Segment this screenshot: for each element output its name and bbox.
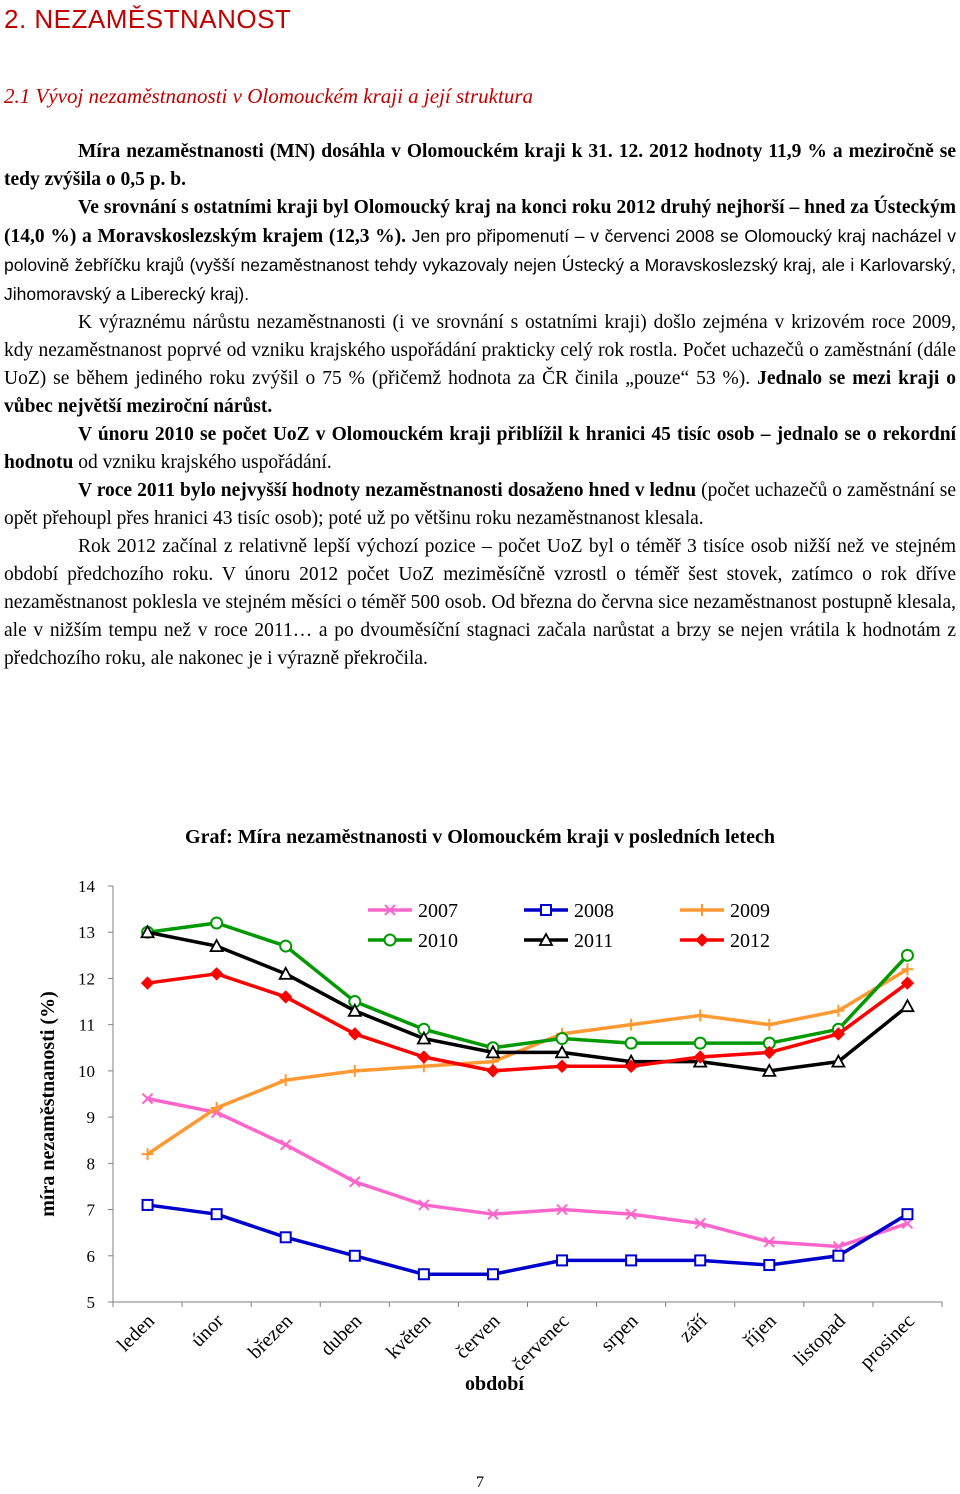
data-point-2010: [557, 1033, 568, 1044]
subsection-heading: 2.1 Vývoj nezaměstnanosti v Olomouckém kraji a její struktura: [4, 84, 533, 108]
x-tick-label: prosinec: [855, 1309, 919, 1374]
paragraph-1: [4, 138, 956, 194]
data-point-2008: [695, 1255, 705, 1265]
x-tick-label: květen: [382, 1309, 436, 1364]
y-tick-label: 5: [86, 1293, 95, 1312]
body-text: [4, 138, 956, 673]
x-tick-label: srpen: [596, 1309, 643, 1357]
paragraph-6: Rok 2012 začínal z relativně lepší výchozí pozice – počet UoZ byl o téměř 3 tisíce osob nižší než ve stejném období předchozího roku. V únoru 2012 počet UoZ meziměsíčně vzrostl o téměř šest stovek, zatímco o rok dříve nezaměstnanost poklesla ve stejném měsíci o téměř 500 osob. Od března do června sice nezaměstnanost postupně klesala, ale v nižším tempu než v roce 2011… a po dvouměsíční stagnaci začala narůstat a brzy se nejen vrátila k hodnotám z předchozího roku, ale nakonec je i výrazně překročila.: [4, 536, 956, 669]
y-tick-label: 9: [86, 1108, 95, 1128]
y-tick-label: 13: [78, 923, 95, 943]
legend-label-2011: 2011: [574, 930, 614, 952]
data-point-2012: [556, 1060, 568, 1072]
x-tick-label: červen: [451, 1309, 505, 1364]
y-tick-label: 8: [86, 1154, 95, 1174]
x-tick-label: září: [674, 1309, 712, 1347]
data-point-2008: [626, 1255, 636, 1265]
legend-label-2008: 2008: [574, 900, 614, 922]
data-point-2012: [487, 1065, 499, 1077]
data-point-2010: [902, 950, 913, 961]
paragraph-5: [4, 477, 956, 533]
data-point-2009: [763, 1019, 775, 1031]
data-point-2011: [901, 1000, 913, 1011]
data-point-2008: [488, 1269, 498, 1279]
paragraph-3: [4, 309, 956, 421]
y-tick-label: 6: [86, 1246, 95, 1266]
x-tick-label: duben: [316, 1309, 367, 1361]
data-point-2008: [350, 1251, 360, 1261]
data-point-2008: [902, 1209, 912, 1219]
paragraph-2-rest: Jen pro připomenutí – v červenci 2008 se Olomoucký kraj nacházel v polovině žebříčku krajů (vyšší nezaměstnanost tehdy vykazovaly nejen Ústecký a Moravskoslezský kraj, ale i Karlovarský, Jihomoravský a Liberecký kraj).: [4, 226, 957, 304]
x-tick-label: červenec: [507, 1309, 574, 1376]
legend-label-2010: 2010: [418, 930, 458, 952]
chart-title: Graf: Míra nezaměstnanosti v Olomouckém kraji v posledních letech: [185, 826, 775, 848]
data-point-2010: [211, 917, 222, 928]
data-point-2009: [349, 1065, 361, 1077]
data-point-2012: [211, 968, 223, 980]
legend-marker-2009: [696, 904, 708, 916]
y-tick-label: 14: [78, 877, 95, 896]
y-tick-label: 10: [78, 1061, 95, 1081]
y-tick-label: 7: [86, 1200, 95, 1220]
x-tick-label: listopad: [789, 1309, 850, 1371]
y-axis-title: míra nezaměstnanosti (%): [37, 991, 59, 1217]
data-point-2012: [763, 1046, 775, 1058]
x-tick-label: říjen: [739, 1309, 781, 1352]
series-line-2008: [148, 1205, 908, 1274]
data-point-2008: [143, 1200, 153, 1210]
series-line-2007: [148, 1099, 908, 1247]
x-tick-label: březen: [244, 1309, 298, 1364]
paragraph-1-bold: Míra nezaměstnanosti (MN) dosáhla v Olomouckém kraji k 31. 12. 2012 hodnoty 11,9 % a meziročně se tedy zvýšila o 0,5 p. b.: [4, 141, 956, 190]
data-point-2010: [280, 941, 291, 952]
data-point-2008: [419, 1269, 429, 1279]
page-number: 7: [476, 1474, 484, 1491]
legend-marker-2010: [385, 935, 396, 946]
data-point-2009: [280, 1074, 292, 1086]
paragraph-4-bold: V únoru 2010 se počet UoZ v Olomouckém kraji přiblížil k hranici 45 tisíc osob – jednalo se o rekordní hodnotu: [4, 424, 956, 473]
series-line-2011: [148, 932, 908, 1071]
line-chart: [0, 860, 960, 1400]
data-point-2008: [764, 1260, 774, 1270]
data-point-2009: [694, 1009, 706, 1021]
x-tick-label: únor: [186, 1309, 229, 1352]
series-line-2012: [148, 974, 908, 1071]
paragraph-3-bold: Jednalo se mezi kraji o vůbec největší meziroční nárůst.: [4, 368, 957, 417]
data-point-2012: [418, 1051, 430, 1063]
data-point-2008: [833, 1251, 843, 1261]
data-point-2010: [695, 1038, 706, 1049]
paragraph-4: [4, 421, 956, 477]
data-point-2008: [281, 1232, 291, 1242]
legend-marker-2012: [696, 934, 708, 946]
section-heading: 2. NEZAMĚSTNANOST: [4, 4, 292, 34]
data-point-2008: [212, 1209, 222, 1219]
paragraph-5-bold: V roce 2011 bylo nejvyšší hodnoty nezaměstnanosti dosaženo hned v lednu: [78, 480, 697, 501]
legend-label-2012: 2012: [730, 930, 770, 952]
data-point-2008: [557, 1255, 567, 1265]
x-tick-label: leden: [112, 1309, 160, 1357]
y-tick-label: 11: [78, 1015, 95, 1035]
legend-marker-2008: [541, 905, 551, 915]
paragraph-2: [4, 194, 956, 309]
paragraph-3-text: K výraznému nárůstu nezaměstnanosti (i ve srovnání s ostatními kraji) došlo zejména v krizovém roce 2009, kdy nezaměstnanost poprvé od vzniku krajského uspořádání prakticky celý rok rostla. Počet uchazečů o zaměstnání (dále UoZ) se během jediného roku zvýšil o 75 % (přičemž hodnota za ČR činila „pouze“ 53 %).: [4, 312, 956, 389]
data-point-2009: [625, 1019, 637, 1031]
paragraph-4-rest: od vzniku krajského uspořádání.: [73, 452, 332, 473]
y-tick-label: 12: [78, 969, 95, 989]
series-line-2009: [148, 969, 908, 1154]
legend-label-2007: 2007: [418, 900, 458, 922]
paragraph-2-bold: Ve srovnání s ostatními kraji byl Olomoucký kraj na konci roku 2012 druhý nejhorší – hned za Ústeckým (14,0 %) a Moravskoslezským krajem (12,3 %).: [4, 197, 956, 247]
x-axis-title: období: [465, 1373, 524, 1395]
data-point-2012: [142, 977, 154, 989]
data-point-2010: [626, 1038, 637, 1049]
paragraph-5-rest: (počet uchazečů o zaměstnání se opět přehoupl přes hranici 43 tisíc osob); poté už po většinu roku nezaměstnanost klesala.: [4, 480, 957, 529]
legend-label-2009: 2009: [730, 900, 770, 922]
